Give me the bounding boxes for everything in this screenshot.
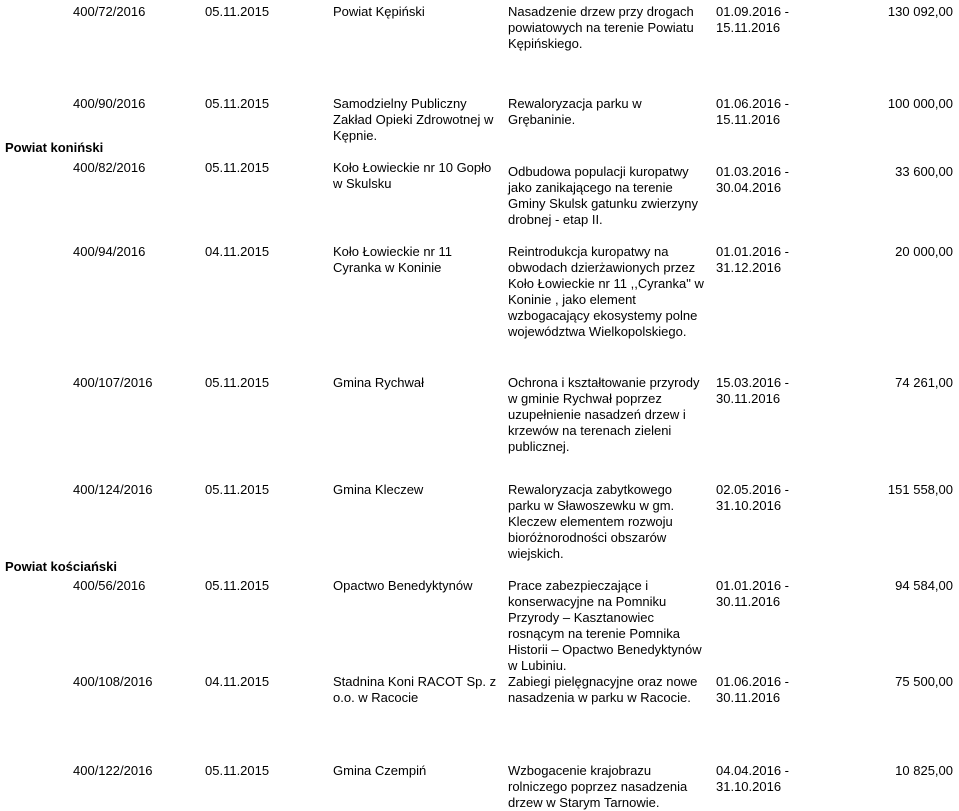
cell-number: 400/108/2016 <box>73 674 153 689</box>
cell-period: 01.06.2016 - 30.11.2016 <box>716 674 790 705</box>
cell-description: Zabiegi pielęgnacyjne oraz nowe nasadzenia w parku w Racocie. <box>508 674 698 705</box>
cell-organization: Gmina Czempiń <box>333 763 427 778</box>
cell-organization: Gmina Kleczew <box>333 482 424 497</box>
cell-date: 05.11.2015 <box>205 578 270 593</box>
cell-number: 400/124/2016 <box>73 482 153 497</box>
cell-date: 05.11.2015 <box>205 96 270 111</box>
cell-date: 05.11.2015 <box>205 4 270 19</box>
cell-description: Rewaloryzacja zabytkowego parku w Sławoszewku w gm. Kleczew elementem rozwoju bioróżnorodności obszarów wiejskich. <box>508 482 675 561</box>
cell-period: 01.03.2016 - 30.04.2016 <box>716 164 790 195</box>
section-header-konin: Powiat koniński <box>5 140 104 155</box>
cell-description: Rewaloryzacja parku w Grębaninie. <box>508 96 642 127</box>
cell-period: 01.09.2016 - 15.11.2016 <box>716 4 790 35</box>
cell-period: 02.05.2016 - 31.10.2016 <box>716 482 790 513</box>
cell-period: 01.01.2016 - 31.12.2016 <box>716 244 790 275</box>
cell-date: 04.11.2015 <box>205 674 270 689</box>
cell-amount: 75 500,00 <box>895 674 953 689</box>
cell-period: 01.01.2016 - 30.11.2016 <box>716 578 790 609</box>
cell-organization: Koło Łowieckie nr 11 Cyranka w Koninie <box>333 244 452 275</box>
cell-period: 15.03.2016 - 30.11.2016 <box>716 375 790 406</box>
cell-amount: 151 558,00 <box>887 482 953 497</box>
section-header-koscian: Powiat kościański <box>5 559 117 574</box>
cell-number: 400/122/2016 <box>73 763 153 778</box>
cell-description: Nasadzenie drzew przy drogach powiatowych na terenie Powiatu Kępińskiego. <box>508 4 694 51</box>
cell-organization: Stadnina Koni RACOT Sp. z o.o. w Racocie <box>333 674 497 705</box>
cell-date: 05.11.2015 <box>205 482 270 497</box>
cell-amount: 74 261,00 <box>895 375 953 390</box>
cell-number: 400/107/2016 <box>73 375 153 390</box>
cell-organization: Powiat Kępiński <box>333 4 425 19</box>
cell-amount: 100 000,00 <box>887 96 953 111</box>
cell-period: 04.04.2016 - 31.10.2016 <box>716 763 790 794</box>
cell-amount: 20 000,00 <box>895 244 953 259</box>
cell-date: 05.11.2015 <box>205 375 270 390</box>
cell-date: 05.11.2015 <box>205 763 270 778</box>
cell-organization: Opactwo Benedyktynów <box>333 578 473 593</box>
cell-description: Prace zabezpieczające i konserwacyjne na Pomniku Przyrody – Kasztanowiec rosnącym na terenie Pomnika Historii – Opactwo Benedyktynów w Lubiniu. <box>508 578 702 673</box>
cell-period: 01.06.2016 - 15.11.2016 <box>716 96 790 127</box>
cell-description: Odbudowa populacji kuropatwy jako zanikającego na terenie Gminy Skulsk gatunku zwierzyny drobnej - etap II. <box>508 164 699 227</box>
cell-organization: Samodzielny Publiczny Zakład Opieki Zdrowotnej w Kępnie. <box>333 96 494 143</box>
cell-description: Wzbogacenie krajobrazu rolniczego poprzez nasadzenia drzew w Starym Tarnowie. <box>508 763 688 810</box>
cell-description: Ochrona i kształtowanie przyrody w gminie Rychwał poprzez uzupełnienie nasadzeń drzew i krzewów na terenach zieleni publicznej. <box>508 375 700 454</box>
cell-date: 04.11.2015 <box>205 244 270 259</box>
cell-organization: Gmina Rychwał <box>333 375 425 390</box>
cell-number: 400/82/2016 <box>73 160 146 175</box>
cell-amount: 33 600,00 <box>895 164 953 179</box>
cell-organization: Koło Łowieckie nr 10 Gopło w Skulsku <box>333 160 492 191</box>
cell-amount: 94 584,00 <box>895 578 953 593</box>
cell-amount: 130 092,00 <box>887 4 953 19</box>
cell-date: 05.11.2015 <box>205 160 270 175</box>
cell-description: Reintrodukcja kuropatwy na obwodach dzierżawionych przez Koło Łowieckie nr 11 ,,Cyranka" w Koninie , jako element wzbogacający ekosystemy polne województwa Wielkopolskiego. <box>508 244 704 339</box>
cell-number: 400/72/2016 <box>73 4 146 19</box>
cell-number: 400/90/2016 <box>73 96 146 111</box>
cell-number: 400/94/2016 <box>73 244 146 259</box>
cell-amount: 10 825,00 <box>895 763 953 778</box>
cell-number: 400/56/2016 <box>73 578 146 593</box>
